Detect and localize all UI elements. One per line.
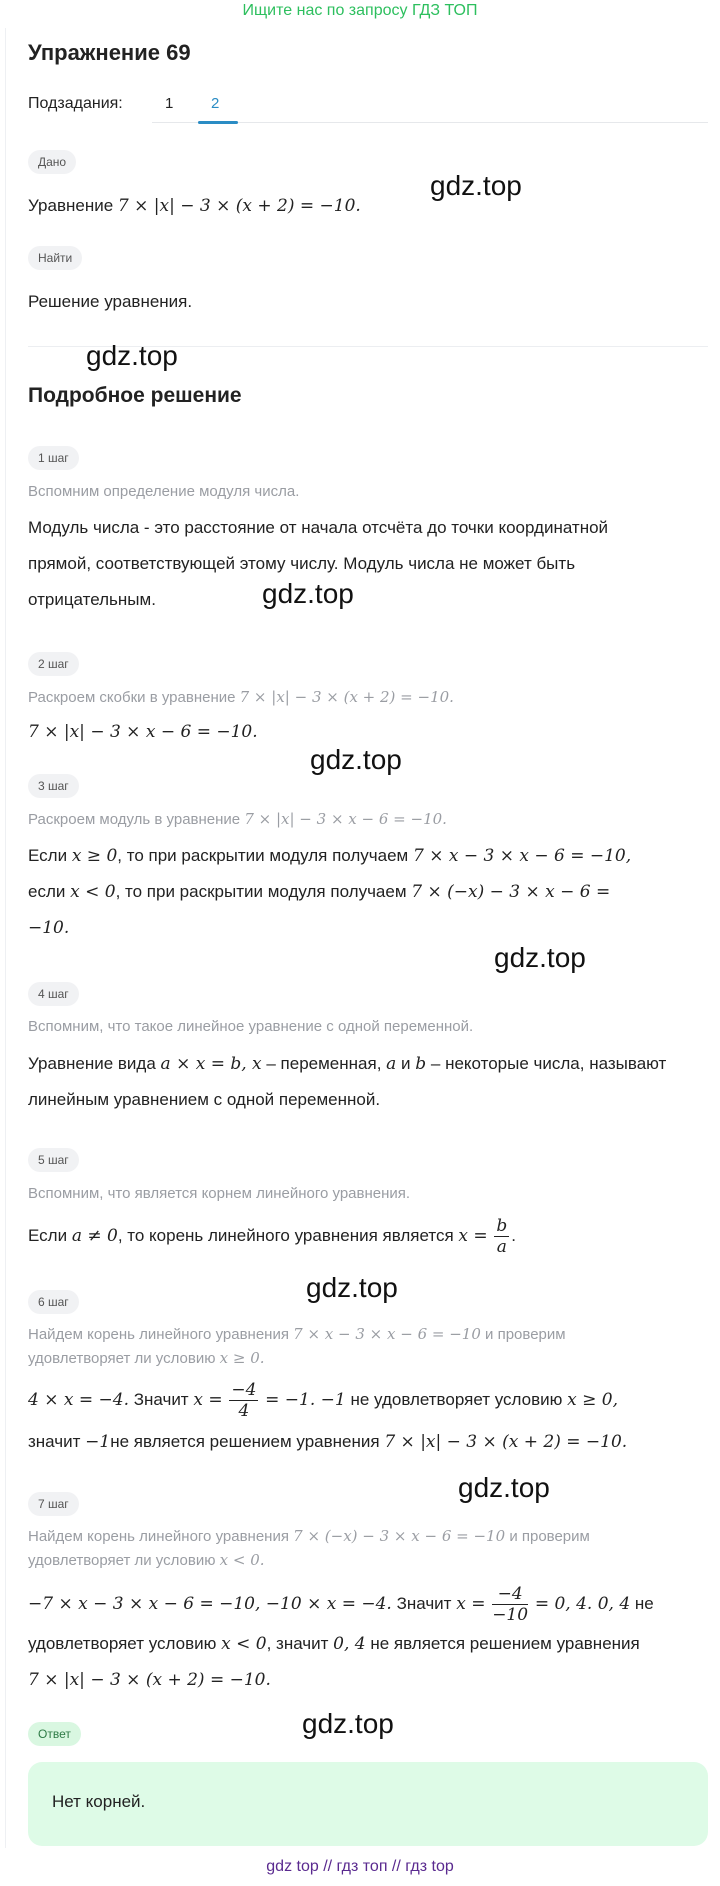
step-5-fraction xyxy=(494,1216,509,1257)
step-7-hint2-prefix: удовлетворяет ли условию xyxy=(28,1552,216,1569)
step-3-l2-cond: x < 0 xyxy=(70,882,116,902)
step-2-pill: 2 шаг xyxy=(28,652,79,676)
step-6-hint2-eq: x ≥ 0. xyxy=(219,1349,265,1367)
step-3-line-3 xyxy=(28,910,708,946)
step-7-l2-val: 0, 4 xyxy=(333,1634,366,1654)
step-7-l1-eq: −7 × x − 3 × x − 6 = −10, −10 × x = −4. xyxy=(28,1593,392,1614)
step-6-frac-num: −4 xyxy=(231,1380,257,1400)
step-3-hint xyxy=(28,807,708,832)
step-3-hint-prefix: Раскроем модуль в уравнение xyxy=(28,811,241,828)
step-5-frac-num: b xyxy=(496,1216,508,1236)
step-6-l1-x: x = xyxy=(193,1389,223,1410)
search-hint-link[interactable]: Ищите нас по запросу ГДЗ ТОП xyxy=(242,2,478,19)
page-title: Упражнение 69 xyxy=(28,40,191,65)
step-7-line-3 xyxy=(28,1662,708,1698)
subtask-tab-2[interactable]: 2 xyxy=(211,95,220,112)
step-7-frac-num: −4 xyxy=(492,1584,528,1605)
step-7-hint1-eq: 7 × (−x) − 3 × x − 6 = −10 xyxy=(293,1527,506,1545)
step-3-l3-eq: −10. xyxy=(28,918,70,938)
step-1-line-3: отрицательным. xyxy=(28,590,156,609)
step-7-hint-1 xyxy=(28,1524,708,1549)
step-3-hint-equation: 7 × |x| − 3 × x − 6 = −10. xyxy=(244,810,447,828)
given-prefix: Уравнение xyxy=(28,196,114,215)
find-pill: Найти xyxy=(28,246,82,270)
step-1-line-1: Модуль числа - это расстояние от начала отсчёта до точки координатной xyxy=(28,518,609,537)
step-2-hint-equation: 7 × |x| − 3 × (x + 2) = −10. xyxy=(239,688,454,706)
step-6-fraction xyxy=(229,1380,258,1421)
step-7-l2-c: не является решением уравнения xyxy=(370,1634,640,1653)
step-4-line-2: линейным уравнением с одной переменной. xyxy=(28,1090,381,1109)
footer-links[interactable]: gdz top // гдз топ // гдз top xyxy=(266,1858,454,1875)
step-7-line-1 xyxy=(28,1584,708,1625)
step-5-l1-cond: a ≠ 0 xyxy=(71,1225,118,1246)
answer-text: Нет корней. xyxy=(52,1792,146,1811)
subtasks-label: Подзадания: xyxy=(28,95,123,112)
watermark: gdz.top xyxy=(86,340,178,371)
step-6-line-2 xyxy=(28,1424,708,1460)
subtask-tab-1[interactable]: 1 xyxy=(165,95,174,112)
step-7-l1-x: x = xyxy=(456,1593,486,1614)
step-6-hint2-prefix: удовлетворяет ли условию xyxy=(28,1350,216,1367)
step-5-l1-end: . xyxy=(511,1225,517,1245)
step-6-l2-val: −1 xyxy=(85,1432,111,1452)
step-6-hint1-eq: 7 × x − 3 × x − 6 = −10 xyxy=(293,1325,481,1343)
step-6-l1-eq2: = −1. −1 xyxy=(265,1389,346,1410)
step-3-line-1 xyxy=(28,838,708,874)
step-7-frac-den: −10 xyxy=(492,1605,529,1625)
step-2-hint-prefix: Раскроем скобки в уравнение xyxy=(28,689,236,706)
step-7-l2-a: удовлетворяет условию xyxy=(28,1634,217,1653)
step-4-l1-a: Уравнение вида xyxy=(28,1054,156,1073)
step-6-line-1 xyxy=(28,1380,708,1421)
step-5-l1-a: Если xyxy=(28,1225,68,1245)
step-7-l1-b: не xyxy=(634,1593,654,1613)
watermark: gdz.top xyxy=(310,744,402,775)
step-6-l1-b: не удовлетворяет условию xyxy=(350,1389,563,1409)
step-2-hint xyxy=(28,685,708,710)
step-5-line-1 xyxy=(28,1216,708,1257)
step-6-hint1-suffix: и проверим xyxy=(485,1326,566,1343)
step-6-hint1-prefix: Найдем корень линейного уравнения xyxy=(28,1326,289,1343)
step-7-l2-cond: x < 0 xyxy=(221,1634,267,1654)
step-3-l2-b: , то при раскрытии модуля получаем xyxy=(115,882,407,901)
step-1-hint: Вспомним определение модуля числа. xyxy=(28,483,300,500)
step-3-line-2 xyxy=(28,874,708,910)
step-4-l1-c: – некоторые числа, называют xyxy=(430,1054,667,1073)
step-2-result-equation: 7 × |x| − 3 × x − 6 = −10. xyxy=(28,722,258,742)
step-4-l1-a2: a xyxy=(386,1054,397,1074)
step-3-l1-a: Если xyxy=(28,846,68,865)
step-3-l1-cond: x ≥ 0 xyxy=(71,846,118,866)
step-4-pill: 4 шаг xyxy=(28,982,79,1006)
step-7-hint2-eq: x < 0. xyxy=(219,1551,265,1569)
step-7-l2-b: , значит xyxy=(266,1634,329,1653)
step-7-l1-eq2: = 0, 4. 0, 4 xyxy=(534,1593,631,1614)
solution-title: Подробное решение xyxy=(28,384,242,407)
watermark: gdz.top xyxy=(306,1272,398,1303)
step-7-hint1-suffix: и проверим xyxy=(509,1528,590,1545)
step-4-l1-b2: b xyxy=(415,1054,427,1074)
step-7-fraction xyxy=(492,1584,528,1625)
step-4-l1-and: и xyxy=(401,1054,411,1073)
step-5-frac-den: a xyxy=(496,1237,507,1257)
given-equation: 7 × |x| − 3 × (x + 2) = −10. xyxy=(117,196,361,216)
step-6-l1-eq: 4 × x = −4. xyxy=(28,1389,129,1410)
step-4-l1-b: – переменная, xyxy=(266,1054,382,1073)
step-5-hint: Вспомним, что является корнем линейного уравнения. xyxy=(28,1185,411,1202)
watermark: gdz.top xyxy=(302,1708,394,1739)
step-7-line-2 xyxy=(28,1626,708,1662)
step-6-l2-eq: 7 × |x| − 3 × (x + 2) = −10. xyxy=(384,1432,628,1452)
step-3-l1-eq: 7 × x − 3 × x − 6 = −10, xyxy=(412,846,632,866)
step-6-pill: 6 шаг xyxy=(28,1290,79,1314)
given-text xyxy=(28,188,708,224)
answer-pill: Ответ xyxy=(28,1722,81,1746)
step-3-l2-eq: 7 × (−x) − 3 × x − 6 = xyxy=(411,882,611,902)
step-6-l2-b: не является решением уравнения xyxy=(110,1432,380,1451)
step-7-hint-2 xyxy=(28,1548,708,1573)
step-3-l2-a: если xyxy=(28,882,66,901)
step-7-hint1-prefix: Найдем корень линейного уравнения xyxy=(28,1528,289,1545)
step-1-pill: 1 шаг xyxy=(28,446,79,470)
step-5-l1-x: x = xyxy=(458,1225,488,1246)
watermark: gdz.top xyxy=(430,170,522,201)
step-6-l1-a: Значит xyxy=(133,1389,189,1409)
watermark: gdz.top xyxy=(262,578,354,609)
watermark: gdz.top xyxy=(458,1472,550,1503)
step-6-l2-a: значит xyxy=(28,1432,81,1451)
watermark: gdz.top xyxy=(494,942,586,973)
step-3-l1-b: , то при раскрытии модуля получаем xyxy=(117,846,409,865)
given-pill: Дано xyxy=(28,150,76,174)
step-7-l3-eq: 7 × |x| − 3 × (x + 2) = −10. xyxy=(28,1670,271,1690)
step-1-line-2: прямой, соответствующей этому числу. Модуль числа не может быть xyxy=(28,554,576,573)
step-6-frac-den: 4 xyxy=(238,1401,250,1421)
step-6-hint-2 xyxy=(28,1346,708,1371)
step-4-hint: Вспомним, что такое линейное уравнение с одной переменной. xyxy=(28,1018,474,1035)
step-6-l1-cond: x ≥ 0, xyxy=(567,1389,618,1410)
step-5-l1-b: , то корень линейного уравнения является xyxy=(117,1225,454,1245)
step-4-line-1 xyxy=(28,1046,708,1082)
find-text: Решение уравнения. xyxy=(28,292,193,311)
step-5-pill: 5 шаг xyxy=(28,1148,79,1172)
step-4-l1-eq: a × x = b, x xyxy=(160,1054,262,1074)
active-tab-indicator xyxy=(198,121,238,124)
step-6-hint-1 xyxy=(28,1322,708,1347)
step-7-l1-a: Значит xyxy=(396,1593,452,1613)
step-7-pill: 7 шаг xyxy=(28,1492,79,1516)
step-3-pill: 3 шаг xyxy=(28,774,79,798)
